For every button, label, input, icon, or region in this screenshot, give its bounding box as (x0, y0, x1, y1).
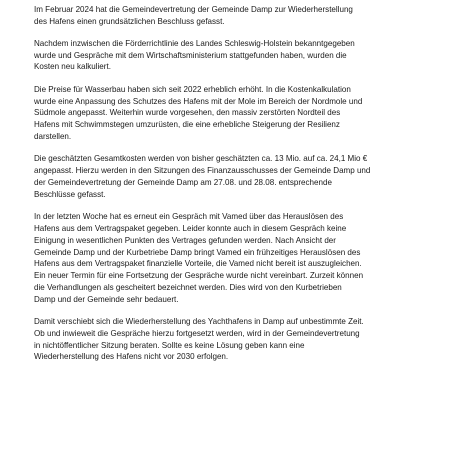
text-line: Ob und inwieweit die Gespräche hierzu fortgesetzt werden, wird in der Gemeindevertretung (34, 328, 360, 338)
text-line: Damit verschiebt sich die Wiederherstellung des Yachthafens in Damp auf unbestimmte Zeit. (34, 317, 364, 327)
paragraph-preise-wasserbau (34, 84, 430, 143)
text-line: Die Preise für Wasserbau haben sich seit 2022 erheblich erhöht. In die Kostenkalkulation (34, 84, 351, 94)
text-line: Hafens aus dem Vertragspaket gegeben. Leider konnte auch in diesem Gespräch keine (34, 223, 347, 233)
text-line: Im Februar 2024 hat die Gemeindevertretung der Gemeinde Damp zur Wiederherstellung (34, 5, 353, 14)
text-line: Einigung in wesentlichen Punkten des Vertrages gefunden werden. Nach Ansicht der (34, 235, 336, 245)
document-body (34, 4, 430, 363)
text-line: Hafens aus dem Vertragspaket finanzielle Vorteile, die Vamed nicht bereit ist auszugleichen. (34, 259, 362, 269)
text-line: Die geschätzten Gesamtkosten werden von bisher geschätzten ca. 13 Mio. auf ca. 24,1 Mio € (34, 154, 368, 164)
text-line: Damp und der Gemeinde sehr bedauert. (34, 294, 179, 304)
text-line: Gemeinde Damp und der Kurbetriebe Damp bringt Vamed ein frühzeitiges Herauslösen des (34, 247, 361, 257)
text-line: Südmole angepasst. Weiterhin wurde vorgesehen, den massiv zerstörten Nordteil des (34, 108, 341, 118)
text-line: Beschlüsse gefasst. (34, 189, 106, 199)
text-line: Hafens mit Schwimmstegen umzurüsten, die eine erhebliche Steigerung der Resilienz (34, 120, 340, 130)
text-line: wurde eine Anpassung des Schutzes des Hafens mit der Mole im Bereich der Nordmole und (34, 96, 363, 106)
text-line: die Verhandlungen als gescheitert bezeichnet werden. Dies wird von den Kurbetrieben (34, 282, 342, 292)
text-line: In der letzten Woche hat es erneut ein Gespräch mit Vamed über das Herauslösen des (34, 212, 344, 222)
paragraph-wiederherstellung-verschoben (34, 316, 430, 363)
paragraph-gespraech-vamed (34, 211, 430, 305)
text-line: darstellen. (34, 131, 72, 141)
text-line: Kosten neu kalkuliert. (34, 62, 111, 72)
text-line: in nichtöffentlicher Sitzung beraten. Sollte es keine Lösung geben kann eine (34, 340, 305, 350)
text-line: angepasst. Hierzu werden in den Sitzungen des Finanzausschusses der Gemeinde Damp und (34, 166, 371, 176)
paragraph-kosten-neu-kalkuliert (34, 38, 430, 73)
text-line: Nachdem inzwischen die Förderrichtlinie des Landes Schleswig-Holstein bekanntgegeben (34, 38, 355, 48)
text-line: Ein neuer Termin für eine Fortsetzung der Gespräche wurde nicht vereinbart. Zurzeit können (34, 271, 364, 281)
text-line: wurde und Gespräche mit dem Wirtschaftsministerium stattgefunden haben, wurden die (34, 50, 347, 60)
text-line: Wiederherstellung des Hafens nicht vor 2030 erfolgen. (34, 352, 229, 362)
text-line: des Hafens einen grundsätzlichen Beschluss gefasst. (34, 16, 225, 26)
paragraph-beschluss-februar (34, 4, 430, 28)
text-line: der Gemeindevertretung der Gemeinde Damp am 27.08. und 28.08. entsprechende (34, 177, 332, 187)
paragraph-gesamtkosten (34, 153, 430, 200)
